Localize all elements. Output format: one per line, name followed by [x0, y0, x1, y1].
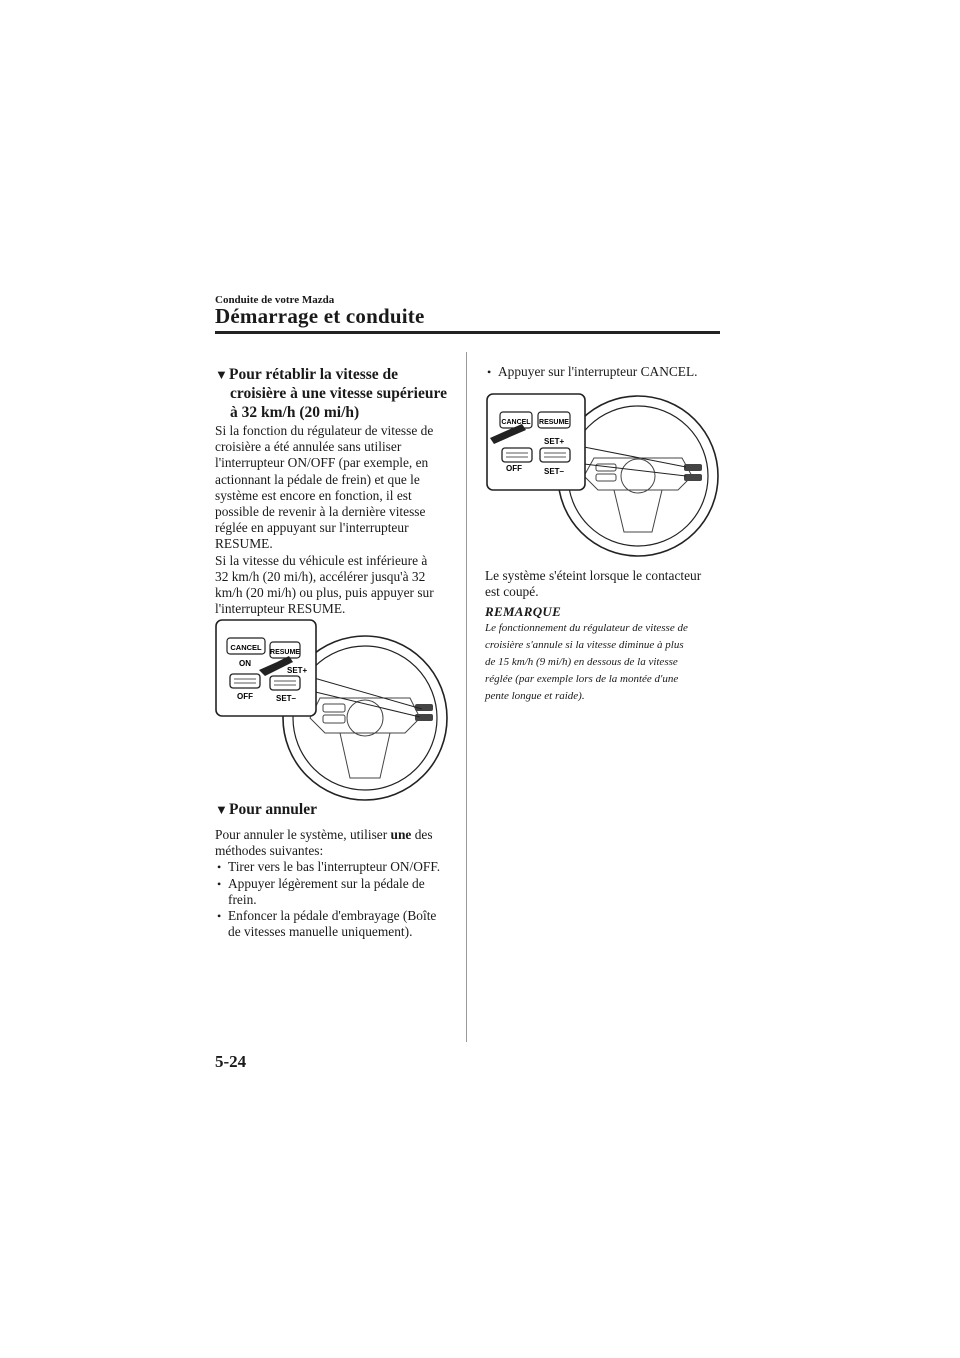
text-span: Appuyer légèrement sur la pédale de — [228, 875, 425, 891]
steering-wheel-resume-figure — [215, 618, 465, 808]
section-label: Conduite de votre Mazda — [215, 294, 335, 306]
text-line — [215, 827, 463, 843]
bullet-list — [485, 364, 720, 380]
cancel-switch-instruction — [485, 364, 720, 380]
text-line: l'interrupteur ON/OFF (par exemple, en — [215, 455, 429, 471]
text-line: 32 km/h (20 mi/h), accélérer jusqu'à 32 — [215, 568, 426, 584]
heading-resume-speed — [215, 365, 460, 422]
cancel-label: CANCEL — [501, 419, 531, 426]
off-label: OFF — [237, 692, 253, 701]
text-line: l'interrupteur RESUME. — [215, 601, 346, 617]
text-line: système est encore en fonction, il est — [215, 487, 412, 503]
steering-wheel-cancel-figure — [486, 392, 720, 557]
ignition-off-note — [485, 568, 720, 600]
page-number: 5-24 — [215, 1052, 247, 1071]
emphasis-text: une — [390, 827, 412, 842]
text-span: Tirer vers le bas l'interrupteur ON/OFF. — [228, 859, 441, 875]
text-span: Enfoncer la pédale d'embrayage (Boîte — [228, 908, 437, 924]
remark-text — [485, 620, 725, 705]
remark-title: REMARQUE — [485, 604, 562, 619]
text-span: Pour annuler le système, utiliser — [215, 827, 391, 842]
text-line: croisière a été annulée sans utiliser — [215, 439, 402, 455]
resume-instructions — [215, 423, 460, 617]
heading-line: à 32 km/h (20 mi/h) — [230, 404, 360, 421]
cancel-methods-list — [215, 859, 463, 940]
heading-line: Pour rétablir la vitesse de — [229, 366, 399, 383]
text-line: croisière s'annule si la vitesse diminue à plus — [485, 639, 684, 651]
text-span: de vitesses manuelle uniquement). — [228, 924, 413, 940]
list-item: • Appuyer sur l'interrupteur CANCEL. — [485, 364, 720, 380]
on-label: ON — [239, 659, 251, 668]
text-line: actionnant la pédale de frein) et que le — [215, 471, 420, 487]
resume-label: RESUME — [270, 649, 300, 656]
text-line: est coupé. — [485, 584, 539, 600]
heading-line: croisière à une vitesse supérieure — [230, 385, 447, 402]
text-line: pente longue et raide). — [485, 690, 585, 702]
text-line: de 15 km/h (9 mi/h) en dessous de la vitesse — [485, 656, 678, 668]
set-minus-label: SET– — [544, 467, 565, 476]
resume-label: RESUME — [539, 419, 569, 426]
cancel-label: CANCEL — [230, 643, 262, 652]
set-plus-label: SET+ — [544, 437, 565, 446]
text-line: réglée (par exemple lors de la montée d'une — [485, 673, 679, 685]
set-plus-label: SET+ — [287, 666, 308, 675]
text-line: Le système s'éteint lorsque le contacteur — [485, 568, 702, 583]
text-line: RESUME. — [215, 536, 273, 552]
text-line: réglée en appuyant sur l'interrupteur — [215, 520, 409, 536]
set-minus-label: SET– — [276, 694, 297, 703]
header-rule — [215, 331, 720, 334]
text-line: Le fonctionnement du régulateur de vitesse de — [485, 622, 688, 634]
triangle-marker-icon: ▼ — [215, 802, 228, 817]
off-label: OFF — [506, 464, 522, 473]
text-line: km/h (20 mi/h) ou plus, puis appuyer sur — [215, 585, 434, 601]
text-line: possible de revenir à la dernière vitesse — [215, 504, 426, 520]
heading-line: Pour annuler — [229, 801, 317, 818]
list-item — [215, 908, 463, 940]
chapter-title: Démarrage et conduite — [215, 304, 425, 328]
heading-cancel — [215, 800, 460, 819]
text-span: des — [411, 827, 433, 842]
cancel-instructions — [215, 827, 463, 940]
text-line: Si la vitesse du véhicule est inférieure à — [215, 552, 428, 568]
triangle-marker-icon: ▼ — [215, 367, 228, 382]
text-span: frein. — [228, 891, 257, 907]
text-line: Si la fonction du régulateur de vitesse de — [215, 423, 434, 438]
column-divider — [466, 352, 467, 1042]
list-item — [215, 876, 463, 908]
list-item — [215, 859, 463, 875]
text-line: méthodes suivantes: — [215, 843, 324, 859]
